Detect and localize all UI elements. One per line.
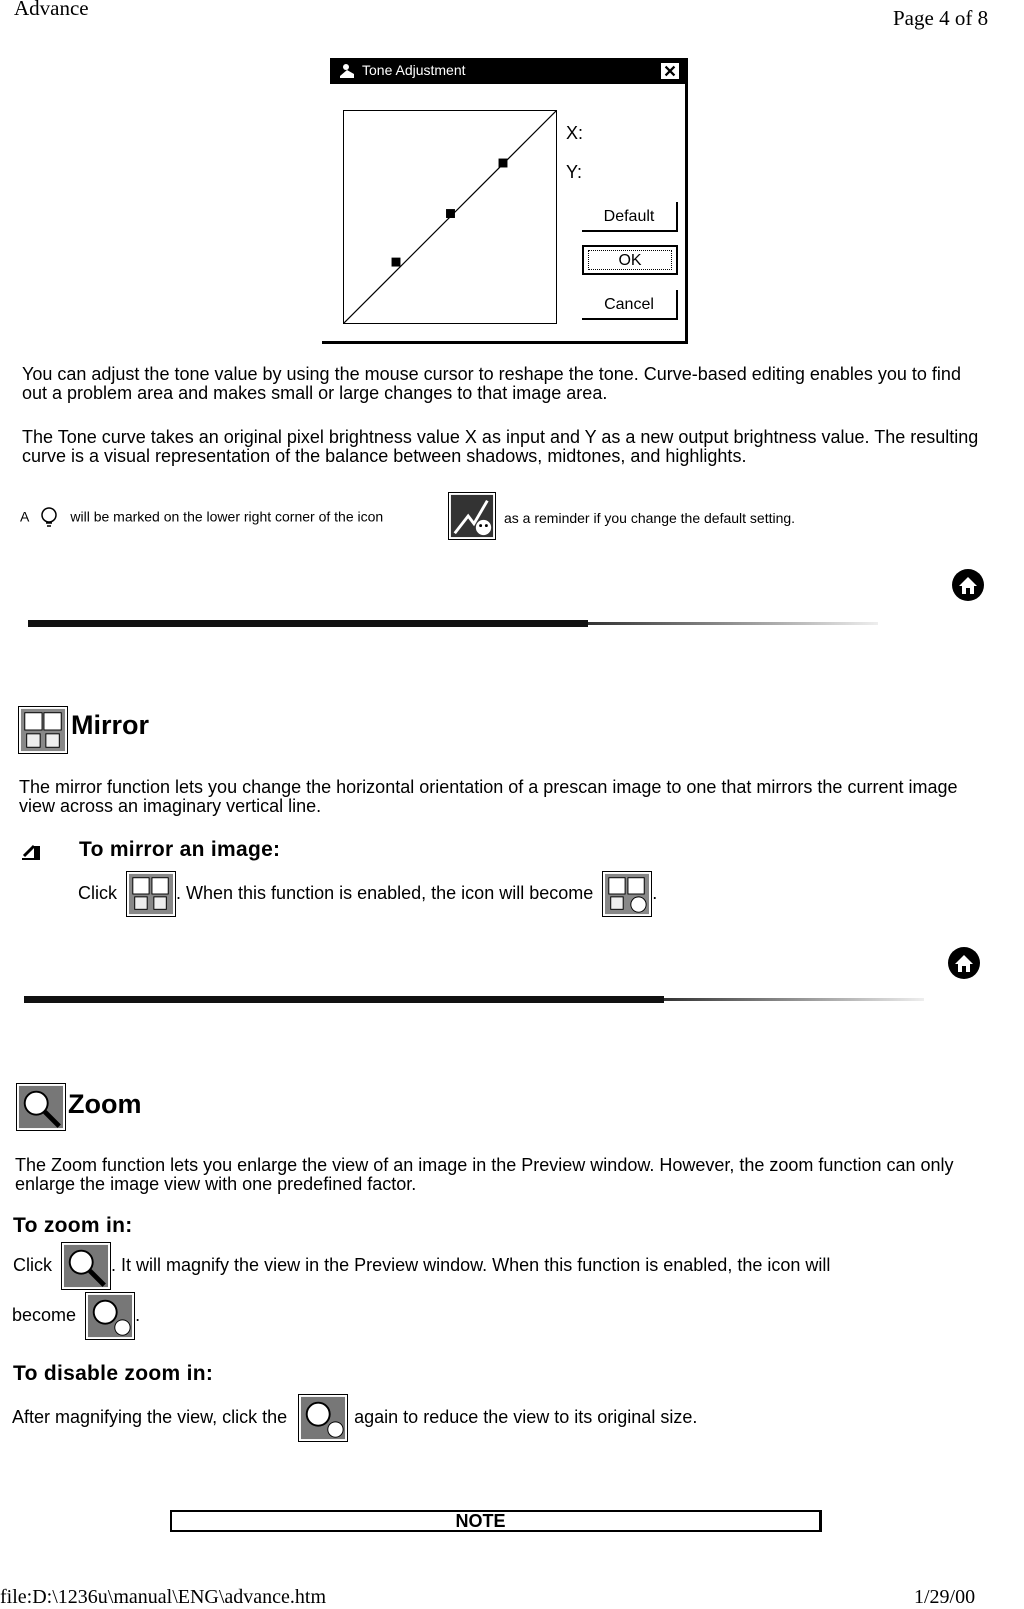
mirror-step-text: . When this function is enabled, the icon will become	[176, 882, 594, 903]
reminder-text-a: A	[20, 508, 29, 525]
lightbulb-icon	[38, 506, 60, 530]
zoom-enabled-button[interactable]	[298, 1394, 348, 1442]
disable-zoom-title: To disable zoom in:	[13, 1362, 214, 1385]
disable-zoom-line	[12, 1394, 697, 1442]
zoom-in-text: . It will magnify the view in the Preview window. When this function is enabled, the icon will	[111, 1254, 831, 1275]
zoom-enabled-icon	[85, 1292, 135, 1340]
tone-curve-area[interactable]	[343, 110, 557, 324]
mirror-paragraph: The mirror function lets you change the horizontal orientation of a prescan image to one that mirrors the current image view across an imaginary vertical line.	[19, 777, 958, 816]
curve-point[interactable]	[392, 258, 401, 267]
footer-path: file:D:\1236u\manual\ENG\advance.htm	[0, 1586, 327, 1608]
close-button[interactable]	[660, 62, 680, 80]
mirror-enabled-graphic	[603, 872, 651, 916]
section-divider-fade	[588, 622, 878, 625]
zoom-become-end: .	[135, 1304, 141, 1325]
reminder-line	[20, 506, 383, 530]
zoom-enabled-graphic	[299, 1395, 347, 1441]
cancel-button[interactable]: Cancel	[582, 290, 678, 320]
mirror-icon	[19, 707, 67, 753]
step-arrow-icon	[20, 842, 42, 862]
y-label: Y:	[566, 162, 583, 182]
mirror-step-title: To mirror an image:	[79, 838, 281, 861]
curve-point[interactable]	[446, 209, 455, 218]
page-number: Page 4 of 8	[893, 6, 989, 30]
dialog-border-right	[685, 84, 688, 342]
mirror-click-text: Click	[78, 882, 117, 903]
zoom-heading-icon	[16, 1083, 66, 1131]
zoom-title: Zoom	[68, 1089, 142, 1119]
x-label: X:	[566, 123, 584, 143]
home-icon[interactable]	[947, 946, 981, 980]
default-button[interactable]: Default	[582, 202, 678, 232]
home-icon[interactable]	[951, 568, 985, 602]
dialog-title: Tone Adjustment	[362, 62, 466, 78]
dialog-titlebar	[330, 58, 688, 84]
tone-curve-icon-graphic	[449, 493, 495, 539]
disable-zoom-text-b: again to reduce the view to its original size.	[354, 1406, 698, 1427]
tone-paragraph-1: You can adjust the tone value by using the mouse cursor to reshape the tone. Curve-based editing enables you to find out a problem area and makes small or large changes to that image area.	[22, 364, 961, 403]
header-title: Advance	[14, 0, 89, 20]
note-box	[170, 1510, 822, 1532]
ok-button[interactable]	[582, 245, 678, 275]
zoom-in-line	[13, 1242, 830, 1290]
zoom-click-text: Click	[13, 1254, 52, 1275]
close-icon	[661, 63, 679, 79]
mirror-title: Mirror	[71, 710, 150, 740]
mirror-enabled-icon	[602, 871, 652, 917]
section-divider	[28, 620, 588, 627]
curve-point[interactable]	[499, 159, 508, 168]
app-icon	[338, 62, 356, 80]
reminder-text-c: as a reminder if you change the default setting.	[504, 510, 796, 526]
section-divider	[24, 996, 664, 1003]
zoom-in-title: To zoom in:	[13, 1214, 133, 1237]
zoom-enabled-graphic	[86, 1293, 134, 1339]
section-divider-fade	[664, 998, 924, 1001]
zoom-become-text: become	[12, 1304, 77, 1325]
mirror-button-icon[interactable]	[126, 871, 176, 917]
reminder-text-b: will be marked on the lower right corner of the icon	[70, 508, 384, 525]
mirror-step-end: .	[652, 882, 658, 903]
magnifier-icon	[62, 1243, 110, 1289]
dialog-border-bottom	[322, 341, 688, 344]
zoom-become-line	[12, 1292, 140, 1340]
zoom-button-icon[interactable]	[61, 1242, 111, 1290]
magnifier-icon	[17, 1084, 65, 1130]
tone-curve	[344, 111, 556, 323]
ok-label: OK	[588, 250, 672, 270]
tone-curve-icon[interactable]	[448, 492, 496, 540]
zoom-paragraph: The Zoom function lets you enlarge the view of an image in the Preview window. However, the zoom function can only enlarge the image view with one predefined factor.	[15, 1155, 954, 1194]
tone-paragraph-2: The Tone curve takes an original pixel brightness value X as input and Y as a new output brightness value. The resulting curve is a visual representation of the balance between shadows, midtones, and highlights.	[22, 427, 979, 466]
note-label: NOTE	[455, 1511, 506, 1531]
footer-date: 1/29/00	[914, 1586, 976, 1608]
disable-zoom-text-a: After magnifying the view, click the	[12, 1406, 288, 1427]
mirror-step-line	[78, 871, 657, 917]
mirror-heading-icon	[18, 706, 68, 754]
mirror-icon	[127, 872, 175, 916]
